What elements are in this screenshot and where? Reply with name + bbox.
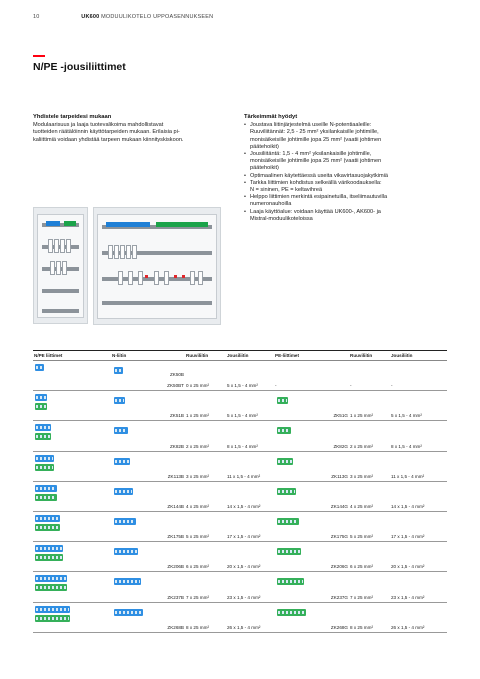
- intro-line: Modulaarisuus ja laaja tuotevalikoima mahdollistavat: [33, 122, 164, 129]
- col-header: N/PE liittimet: [33, 351, 111, 361]
- n-terminal-icon: [114, 367, 123, 374]
- pe-spring-value: 5 x 1,5 - 4 mm²: [390, 391, 447, 421]
- pe-screw-value: 7 x 25 mm²: [349, 572, 390, 602]
- pe-spring-value: 8 x 1,5 - 4 mm²: [390, 421, 447, 451]
- pe-code-cell: [274, 572, 349, 602]
- pe-terminal-icon: [277, 518, 299, 525]
- benefit-item: [244, 173, 454, 180]
- n-code-cell: [111, 572, 185, 602]
- intro-heading: Yhdistele tarpeidesi mukaan: [33, 114, 112, 120]
- col-header: N-liitin: [111, 351, 185, 361]
- n-terminal-icon: [35, 424, 51, 431]
- n-terminal-icon: [35, 515, 60, 522]
- benefit-item: [244, 209, 454, 223]
- n-screw-value: 8 x 25 mm²: [185, 602, 226, 632]
- n-spring-value: 20 x 1,5 - 4 mm²: [226, 542, 274, 572]
- pe-terminal-icon: [277, 609, 306, 616]
- terminal-diagram-cell: [33, 602, 111, 632]
- n-terminal-icon: [35, 575, 67, 582]
- n-terminal-icon: [114, 397, 125, 404]
- pe-code-cell: [274, 451, 349, 481]
- terminal-diagram-icon: [35, 364, 44, 371]
- table-header-row: [33, 351, 447, 361]
- benefit-line: monisäikeisille johtimille jopa 25 mm² (vaatii johtimen: [250, 158, 382, 165]
- pe-screw-value: 6 x 25 mm²: [349, 542, 390, 572]
- pe-spring-value: 11 x 1,5 - 4 mm²: [390, 451, 447, 481]
- n-spring-value: 11 x 1,5 - 4 mm²: [226, 451, 274, 481]
- n-product-code: ZK113B: [167, 473, 184, 479]
- benefit-line: Mistral-moduulikoteloissa: [250, 215, 313, 222]
- pe-code-cell: [274, 542, 349, 572]
- pe-terminal-icon: [277, 427, 291, 434]
- pe-product-code: -: [275, 383, 277, 389]
- terminal-diagram-cell: [33, 361, 111, 391]
- benefits-section: [244, 114, 454, 223]
- n-spring-value: 5 x 1,5 - 4 mm²: [226, 391, 274, 421]
- pe-screw-value: 3 x 25 mm²: [349, 451, 390, 481]
- pe-code-cell: [274, 511, 349, 541]
- n-terminal-icon: [114, 609, 143, 616]
- n-terminal-icon: [35, 545, 63, 552]
- benefit-line: • Helppo liittimien merkintä esipainetuilla, itseliimautuvilla: [250, 194, 388, 201]
- pe-terminal-icon: [35, 584, 67, 591]
- n-terminal-icon: [35, 394, 47, 401]
- terminal-diagram-icon: [35, 455, 54, 471]
- n-spring-value: 5 x 1,5 - 4 mm²: [226, 361, 274, 391]
- terminal-diagram-cell: [33, 391, 111, 421]
- pe-code-cell: [274, 421, 349, 451]
- benefit-line: • Tarkka liittimien kohdistus selkeällä värikoodauksella:: [250, 179, 382, 186]
- n-terminal-icon: [35, 485, 57, 492]
- pe-terminal-icon: [277, 578, 304, 585]
- n-screw-value: 4 x 25 mm²: [185, 481, 226, 511]
- page-header: [33, 14, 213, 20]
- benefit-item: [244, 194, 454, 208]
- pe-terminal-icon: [35, 433, 51, 440]
- enclosure-photo-large: [93, 207, 221, 325]
- terminal-diagram-icon: [35, 485, 57, 501]
- n-product-code: ZK144B: [167, 503, 184, 509]
- pe-terminal-icon: [35, 403, 47, 410]
- col-header: PE-liittimet: [274, 351, 349, 361]
- pe-code-cell: [274, 602, 349, 632]
- pe-terminal-icon: [35, 494, 57, 501]
- pe-code-cell: [274, 391, 349, 421]
- n-code-cell: [111, 481, 185, 511]
- n-terminal-icon: [35, 455, 54, 462]
- benefit-line: Ruuviliitännät: 2,5 - 25 mm² yksilankaisille johtimille,: [250, 129, 379, 136]
- terminal-diagram-cell: [33, 451, 111, 481]
- benefit-line: monisäikeisille johtimille jopa 25 mm² (vaatii johtimen: [250, 136, 382, 143]
- pe-terminal-icon: [35, 524, 60, 531]
- benefit-item: [244, 151, 454, 173]
- n-code-cell: [111, 361, 185, 391]
- header-subtitle: MODUULIKOTELO UPPOASENNUKSEEN: [101, 14, 214, 20]
- pe-terminal-icon: [35, 554, 63, 561]
- n-screw-value: 5 x 25 mm²: [185, 511, 226, 541]
- terminal-diagram-cell: [33, 481, 111, 511]
- terminal-diagram-icon: [35, 606, 70, 622]
- n-terminal-icon: [114, 488, 133, 495]
- table-row: [33, 542, 447, 572]
- n-product-code: ZK50B: [169, 372, 184, 378]
- pe-terminal-icon: [35, 464, 54, 471]
- pe-terminal-icon: [277, 488, 296, 495]
- col-header: Ruuviliitin: [349, 351, 390, 361]
- benefit-line: päätehoikit): [250, 165, 279, 172]
- terminal-diagram-cell: [33, 572, 111, 602]
- n-screw-value: 1 x 25 mm²: [185, 391, 226, 421]
- benefit-line: päätehoikit): [250, 143, 279, 150]
- n-screw-value: 6 x 25 mm²: [185, 542, 226, 572]
- pe-spring-value: 23 x 1,5 - 4 mm²: [390, 572, 447, 602]
- table-row: [33, 391, 447, 421]
- table-row: [33, 511, 447, 541]
- pe-spring-value: 20 x 1,5 - 4 mm²: [390, 542, 447, 572]
- table-row: [33, 361, 447, 391]
- benefit-item: [244, 122, 454, 151]
- n-terminal-icon: [35, 606, 70, 613]
- n-code-cell: [111, 451, 185, 481]
- benefit-line: • Joustava liitinjärjestelmä useille N-potentiaaleille:: [250, 122, 372, 129]
- pe-terminal-icon: [277, 458, 293, 465]
- terminal-spec-table: [33, 350, 447, 633]
- page-number: 10: [33, 14, 40, 20]
- intro-line: tuotteiden räätälöinnin käyttötarpeiden mukaan. Erilaisia pi-: [33, 129, 180, 136]
- benefit-line: • Laaja käyttöalue: voidaan käyttää UK600-, AK600- ja: [250, 208, 381, 215]
- header-series: UK600: [81, 14, 100, 20]
- pe-product-code: ZK144G: [330, 503, 348, 509]
- benefits-heading: Tärkeimmät hyödyt: [244, 114, 298, 120]
- n-screw-value: 0 x 25 mm²: [185, 361, 226, 391]
- n-spring-value: 8 x 1,5 - 4 mm²: [226, 421, 274, 451]
- pe-screw-value: 8 x 25 mm²: [349, 602, 390, 632]
- pe-code-cell: [274, 481, 349, 511]
- pe-product-code: ZK206G: [330, 564, 348, 570]
- terminal-diagram-icon: [35, 424, 51, 440]
- pe-screw-value: 4 x 25 mm²: [349, 481, 390, 511]
- intro-line: kaliittimiä voidaan yhdistää tarpeen mukaan kiinnityskiskoon.: [33, 136, 184, 143]
- pe-spring-value: 26 x 1,5 - 4 mm²: [390, 602, 447, 632]
- n-terminal-icon: [114, 578, 141, 585]
- intro-section: [33, 114, 233, 144]
- n-product-code: ZK268B: [167, 624, 184, 630]
- pe-product-code: ZK268G: [330, 624, 348, 630]
- n-code-cell: [111, 602, 185, 632]
- enclosure-photo-small: [33, 207, 88, 324]
- terminal-diagram-icon: [35, 545, 63, 561]
- pe-terminal-icon: [277, 397, 288, 404]
- table-row: [33, 602, 447, 632]
- terminal-diagram-cell: [33, 511, 111, 541]
- n-code-cell: [111, 542, 185, 572]
- pe-spring-value: 14 x 1,5 - 4 mm²: [390, 481, 447, 511]
- benefit-line: • Jousiliitäntä: 1,5 - 4 mm² yksilankaisille johtimille,: [250, 151, 372, 158]
- pe-screw-value: -: [349, 361, 390, 391]
- pe-terminal-icon: [277, 548, 301, 555]
- terminal-diagram-icon: [35, 394, 47, 410]
- n-product-code: ZK50BT: [167, 383, 184, 389]
- pe-screw-value: 1 x 25 mm²: [349, 391, 390, 421]
- pe-product-code: ZK82G: [333, 443, 348, 449]
- n-spring-value: 23 x 1,5 - 4 mm²: [226, 572, 274, 602]
- table-row: [33, 572, 447, 602]
- n-terminal-icon: [114, 548, 138, 555]
- pe-screw-value: 5 x 25 mm²: [349, 511, 390, 541]
- pe-product-code: ZK51G: [333, 413, 348, 419]
- n-product-code: ZK175B: [167, 534, 184, 540]
- n-screw-value: 3 x 25 mm²: [185, 451, 226, 481]
- n-spring-value: 14 x 1,5 - 4 mm²: [226, 481, 274, 511]
- n-code-cell: [111, 421, 185, 451]
- n-product-code: ZK82B: [169, 443, 184, 449]
- n-spring-value: 17 x 1,5 - 4 mm²: [226, 511, 274, 541]
- n-terminal-icon: [114, 518, 136, 525]
- benefit-line: N = sininen, PE = keltavihreä: [250, 187, 323, 194]
- col-header: Jousiliitin: [226, 351, 274, 361]
- terminal-diagram-icon: [35, 575, 67, 591]
- benefits-list: [244, 122, 454, 223]
- n-product-code: ZK51B: [169, 413, 184, 419]
- terminal-diagram-cell: [33, 542, 111, 572]
- pe-spring-value: 17 x 1,5 - 4 mm²: [390, 511, 447, 541]
- page-title: N/PE -jousiliittimet: [33, 61, 126, 73]
- table-row: [33, 421, 447, 451]
- col-header: Jousiliitin: [390, 351, 447, 361]
- n-code-cell: [111, 511, 185, 541]
- benefit-line: numeronauhoilla: [250, 201, 292, 208]
- n-code-cell: [111, 391, 185, 421]
- col-header: Ruuviliitin: [185, 351, 226, 361]
- n-terminal-icon: [35, 364, 44, 371]
- terminal-diagram-cell: [33, 421, 111, 451]
- pe-code-cell: [274, 361, 349, 391]
- n-screw-value: 2 x 25 mm²: [185, 421, 226, 451]
- benefit-item: [244, 180, 454, 194]
- n-product-code: ZK237B: [167, 594, 184, 600]
- title-accent-bar: [33, 55, 45, 57]
- terminal-diagram-icon: [35, 515, 60, 531]
- table-row: [33, 481, 447, 511]
- n-product-code: ZK206B: [167, 564, 184, 570]
- n-spring-value: 26 x 1,5 - 4 mm²: [226, 602, 274, 632]
- table-row: [33, 451, 447, 481]
- pe-spring-value: -: [390, 361, 447, 391]
- n-terminal-icon: [114, 458, 130, 465]
- pe-product-code: ZK113G: [331, 473, 348, 479]
- pe-product-code: ZK175G: [330, 534, 348, 540]
- pe-screw-value: 2 x 25 mm²: [349, 421, 390, 451]
- benefit-line: • Optimaalinen käytettäessä useita vikavirtasuojakytkimiä: [250, 172, 389, 179]
- pe-product-code: ZK237G: [330, 594, 348, 600]
- pe-terminal-icon: [35, 615, 70, 622]
- n-terminal-icon: [114, 427, 128, 434]
- n-screw-value: 7 x 25 mm²: [185, 572, 226, 602]
